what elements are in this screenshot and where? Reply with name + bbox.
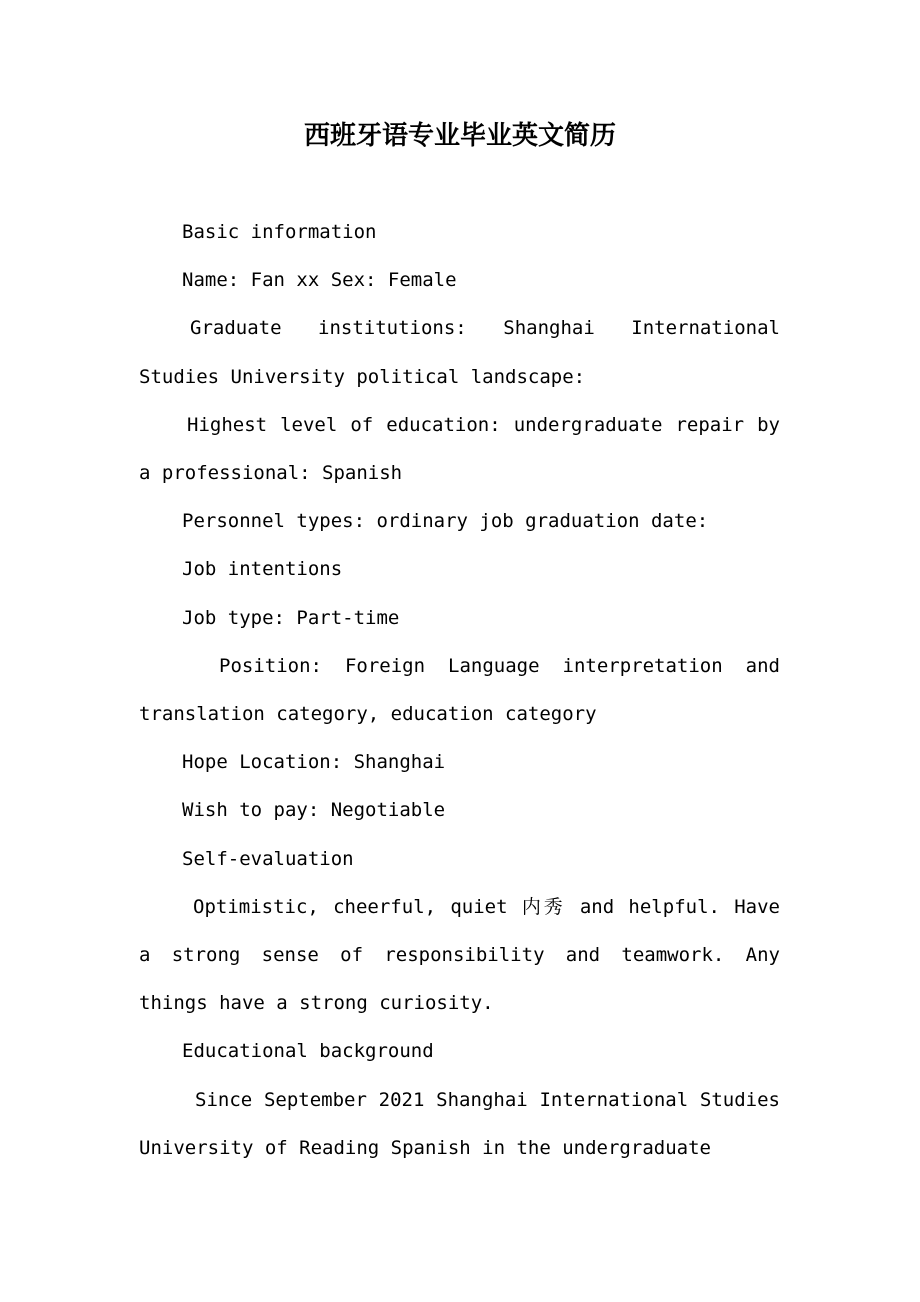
page-title: 西班牙语专业毕业英文简历 xyxy=(303,121,616,151)
self-evaluation-heading: Self-evaluation xyxy=(182,847,354,870)
job-intentions-heading: Job intentions xyxy=(182,558,343,581)
basic-info-heading: Basic information xyxy=(182,221,377,243)
education-detail-line: Since September 2021 Shanghai International Studies University of Reading Spanish in the undergraduate xyxy=(139,1088,780,1159)
educational-background-heading: Educational background xyxy=(182,1040,434,1063)
graduate-institutions-line: Graduate institutions: Shanghai International Studies University political landscape: xyxy=(139,317,780,388)
self-evaluation-text: Optimistic, cheerful, quiet 内秀 and helpful. Have a strong sense of responsibility and teamwork. Any things have a strong curiosity. xyxy=(139,895,780,1015)
position-line: Position: Foreign Language interpretation and translation category, education category xyxy=(139,654,780,726)
job-type-line: Job type: Part-time xyxy=(182,606,400,629)
personnel-types-line: Personnel types: ordinary job graduation date: xyxy=(182,510,709,533)
hope-location-line: Hope Location: Shanghai xyxy=(182,751,446,774)
education-level-line: Highest level of education: undergraduate repair by a professional: Spanish xyxy=(139,413,780,485)
wish-to-pay-line: Wish to pay: Negotiable xyxy=(182,799,446,822)
document-body xyxy=(139,208,780,1172)
name-sex-line: Name: Fan xx Sex: Female xyxy=(182,269,457,292)
